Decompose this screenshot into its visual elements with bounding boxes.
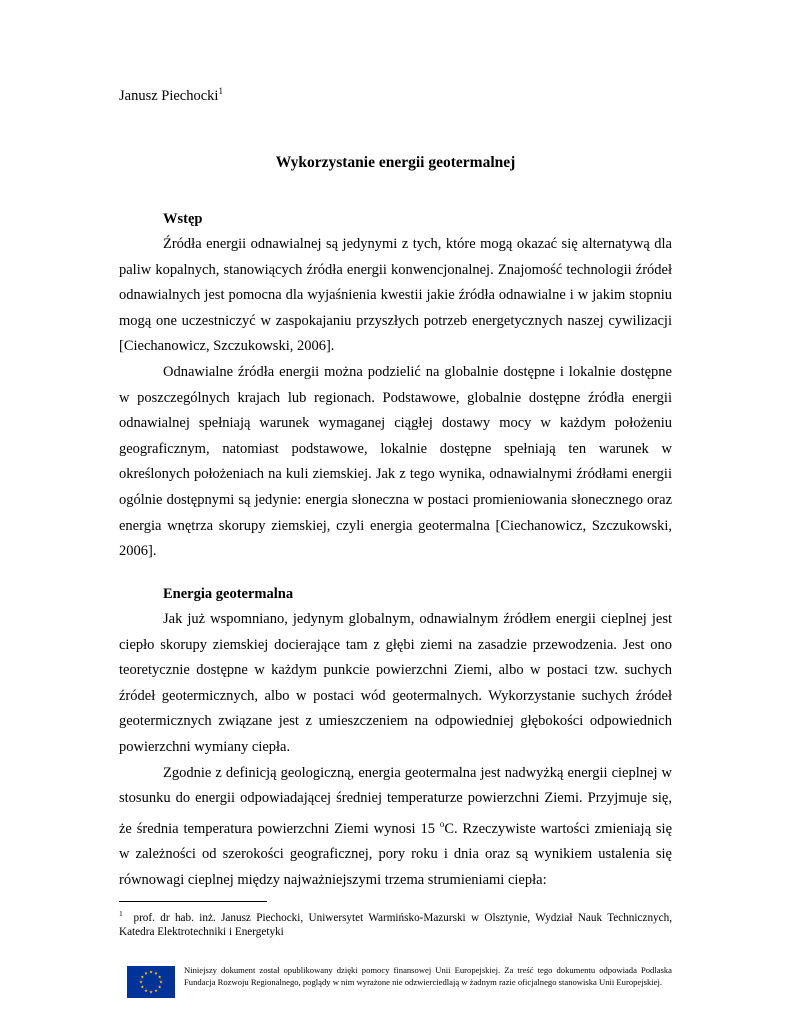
paragraph: Jak już wspomniano, jedynym globalnym, odnawialnym źródłem energii cieplnej jest ciepło skorupy ziemskiej docierające tam z głębi ziemi na zasadzie przewodzenia. Jest ono teoretycznie dostępne w każdym punkcie powierzchni Ziemi, albo w postaci tzw. suchych źródeł geotermicznych, albo w postaci wód geotermalnych. Wykorzystanie suchych źródeł geotermicznych związane jest z umieszczeniem na odpowiedniej głębokości odpowiednich powierzchni wymiany ciepła. <box>119 611 672 755</box>
eu-flag-icon <box>127 966 175 998</box>
author-footnote-mark: 1 <box>218 86 223 96</box>
degree-superscript: o <box>439 818 445 829</box>
paragraph <box>119 761 672 894</box>
paragraph-text: Zgodnie z definicją geologiczną, energia geotermalna jest nadwyżką energii cieplnej w stosunku do energii odpowiadającej średniej temperaturze powierzchni Ziemi. Przyjmuje się, że średnia temperatura powierzchni Ziemi wynosi 15 <box>119 764 672 837</box>
footnote-separator <box>119 901 267 902</box>
section-geothermal-energy <box>119 581 672 894</box>
author-line <box>119 86 223 105</box>
footnote <box>119 907 672 939</box>
paragraph: Odnawialne źródła energii można podzielić na globalnie dostępne i lokalnie dostępne w poszczególnych krajach lub regionach. Podstawowe, globalnie dostępne źródła energii odnawialnej spełniają warunek wymaganej ciągłej dostawy mocy w każdym położeniu geograficznym, natomiast podstawowe, lokalnie dostępne spełniają ten warunek w określonych położeniach na kuli ziemskiej. Jak z tego wynika, odnawialnymi źródłami energii ogólnie dostępnymi są jedynie: energia słoneczna w postaci promieniowania słonecznego oraz energia wnętrza skorupy ziemskiej, czyli energia geotermalna [Ciechanowicz, Szczukowski, 2006]. <box>119 363 672 560</box>
section-heading-introduction: Wstęp <box>163 211 203 227</box>
footnote-mark: 1 <box>119 909 123 918</box>
paragraph-text: C. Rzeczywiste wartości zmieniają się w zależności od szerokości geograficznej, pory roku i dnia oraz są wynikiem ustalenia się równowagi cieplnej między najważniejszymi trzema strumieniami ciepła: <box>119 820 672 888</box>
section-introduction <box>119 206 672 565</box>
eu-funding-notice: Niniejszy dokument został opublikowany dzięki pomocy finansowej Unii Europejskiej. Za treść tego dokumentu odpowiada Podlaska Fundacja Rozwoju Regionalnego, poglądy w nim wyrażone nie odzwierciedlają w żadnym razie oficjalnego stanowiska Unii Europejskiej. <box>184 965 672 987</box>
paragraph: Źródła energii odnawialnej są jedynymi z tych, które mogą okazać się alternatywą dla paliw kopalnych, stanowiących źródła energii konwencjonalnej. Znajomość technologii źródeł odnawialnych jest pomocna dla wyjaśnienia kwestii jakie źródła odnawialne i w jakim stopniu mogą one uczestniczyć w zaspokajaniu przyszłych potrzeb energetycznych naszej cywilizacji [Ciechanowicz, Szczukowski, 2006]. <box>119 236 672 355</box>
paper-title: Wykorzystanie energii geotermalnej <box>275 154 516 171</box>
author-name: Janusz Piechocki <box>119 88 219 104</box>
footnote-text: prof. dr hab. inż. Janusz Piechocki, Uniwersytet Warmińsko-Mazurski w Olsztynie, Wydział Nauk Technicznych, Katedra Elektrotechniki i Energetyki <box>119 912 672 938</box>
section-heading-geothermal: Energia geotermalna <box>163 586 294 602</box>
